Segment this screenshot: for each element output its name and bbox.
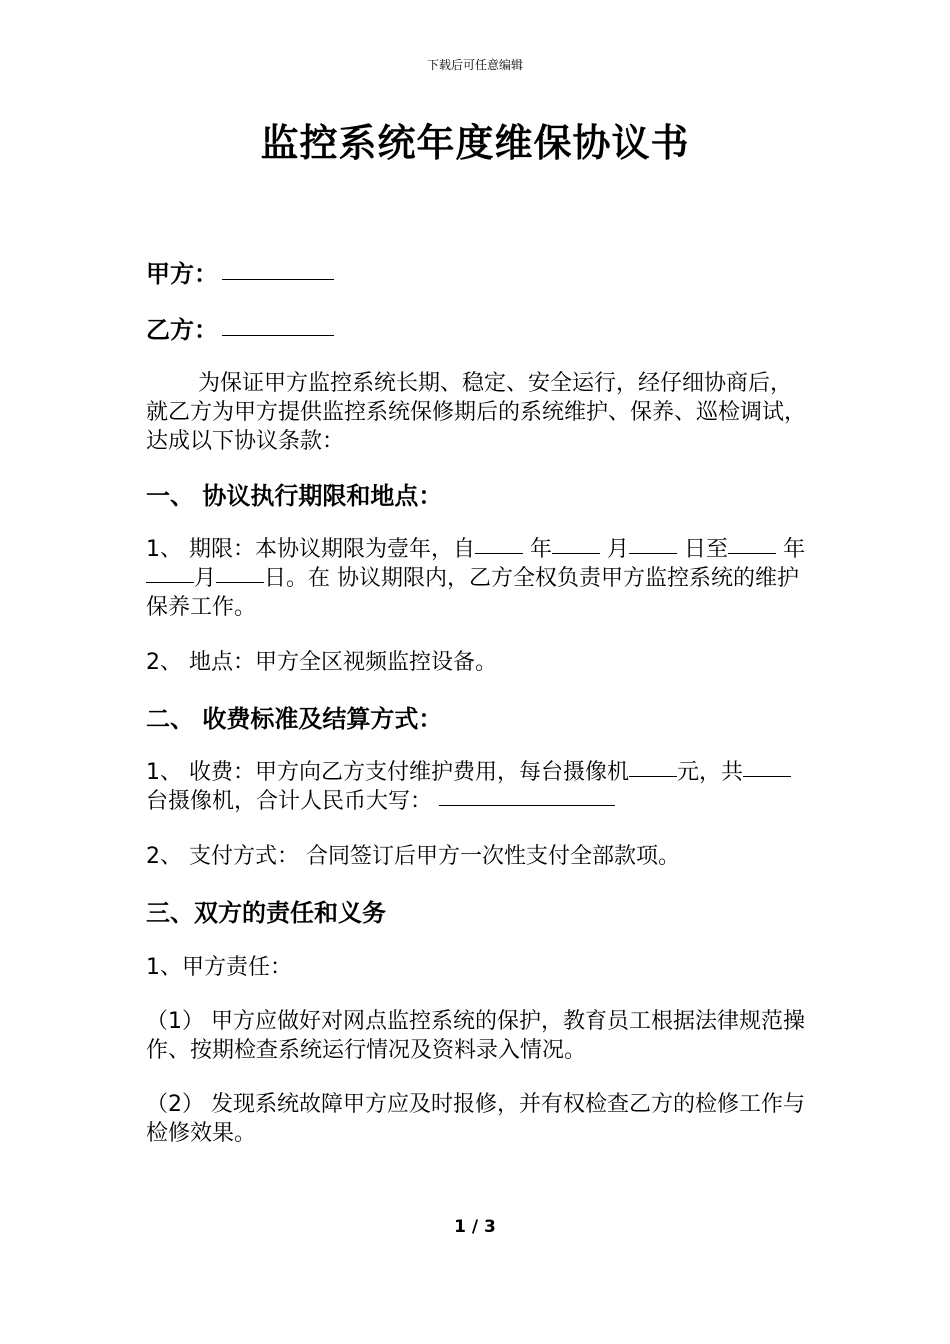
- blank-year-end: [728, 552, 776, 554]
- section2-item1-text: 1、 收费：甲方向乙方支付维护费用，每台摄像机: [146, 760, 629, 785]
- section3-paragraph-2: （2） 发现系统故障甲方应及时报修，并有权检查乙方的检修工作与检修效果。: [146, 1092, 805, 1146]
- section2-heading: 二、 收费标准及结算方式：: [146, 705, 443, 733]
- section2-item1: [146, 758, 806, 816]
- intro-paragraph: 为保证甲方监控系统长期、稳定、安全运行，经仔细协商后，就乙方为甲方提供监控系统保修期后的系统维护、保养、巡检调试，达成以下协议条款：: [146, 371, 807, 454]
- party-b-blank: [222, 334, 334, 336]
- day-label-end: 日: [264, 566, 287, 591]
- party-a-blank: [222, 278, 334, 280]
- party-a-line: [146, 258, 334, 290]
- month-label: 月: [607, 537, 630, 562]
- blank-camera-count: [743, 775, 791, 777]
- day-label: 日: [684, 537, 707, 562]
- blank-month-end: [146, 581, 194, 583]
- document-title: 监控系统年度维保协议书: [260, 121, 690, 165]
- section3-sub1: 1、甲方责任：: [146, 955, 292, 980]
- blank-day-start: [629, 552, 677, 554]
- total-label: 共: [721, 760, 744, 785]
- party-b-label: 乙方：: [146, 316, 218, 344]
- section1-item1-tail: 。在 协议期限内，乙方全权负责甲方监控系统的维护保养工作。: [146, 566, 800, 620]
- blank-year-start: [475, 552, 523, 554]
- blank-unit-price: [629, 775, 677, 777]
- header-note: 下载后可任意编辑: [426, 58, 523, 72]
- party-a-label: 甲方：: [146, 260, 218, 288]
- to-label: 至: [706, 537, 729, 562]
- year-label-end: 年: [783, 537, 806, 562]
- page-number: 1 / 3: [454, 1217, 496, 1237]
- unit-label: 元，: [677, 760, 722, 785]
- section1-item2: 2、 地点：甲方全区视频监控设备。: [146, 650, 497, 675]
- blank-day-end: [216, 581, 264, 583]
- month-label-end: 月: [194, 566, 217, 591]
- section3-paragraph-1: （1） 甲方应做好对网点监控系统的保护，教育员工根据法律规范操作、按期检查系统运行情况及资料录入情况。: [146, 1009, 805, 1063]
- year-label: 年: [530, 537, 553, 562]
- section3-heading: 三、双方的责任和义务: [146, 899, 386, 927]
- section1-item1-text: 1、 期限：本协议期限为壹年，自: [146, 537, 475, 562]
- section2-item2: 2、 支付方式： 合同签订后甲方一次性支付全部款项。: [146, 844, 680, 869]
- blank-month-start: [552, 552, 600, 554]
- blank-amount-words: [439, 804, 615, 806]
- section2-item1-tail: 台摄像机，合计人民币大写：: [146, 789, 433, 814]
- section1-item1: [146, 535, 806, 622]
- party-b-line: [146, 314, 334, 346]
- section1-heading: 一、 协议执行期限和地点：: [146, 482, 443, 510]
